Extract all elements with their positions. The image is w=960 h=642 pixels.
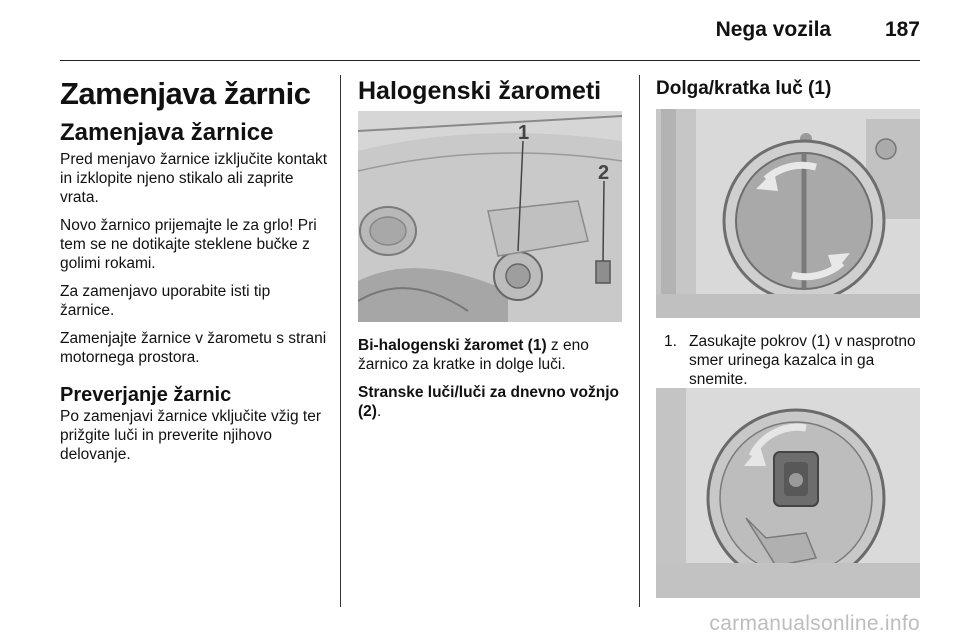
watermark: carmanualsonline.info [709,612,920,635]
legend-item-2-text: . [376,403,382,420]
callout-1: 1 [518,122,530,144]
section-heading: Zamenjava žarnic [60,76,311,111]
column-3 [656,77,924,101]
page-number: 187 [884,18,920,41]
callout-2: 2 [598,162,610,184]
check-heading: Preverjanje žarnic [60,384,232,406]
column-divider-2 [639,75,640,607]
column-1 [60,76,328,473]
check-paragraph: Po zamenjavi žarnice vključite vžig ter prižgite luči in preverite njihovo delovanje. [60,408,322,463]
step-1 [664,332,926,389]
step-1-text: Zasukajte pokrov (1) v nasprotno smer urinega kazalca in ga snemite. [689,333,916,388]
bulb-removal-figure [656,388,920,598]
paragraph: Zamenjajte žarnice v žarometu s strani motornega prostora. [60,330,327,366]
section-title: Nega vozila [715,18,832,41]
legend-item-1-label: Bi-halogenski žaromet (1) [358,337,547,354]
headlamp-figure [358,111,622,322]
cover-illustration [656,109,920,318]
legend-item-2-label: Stranske luči/luči za dnevno vožnjo (2) [358,384,619,420]
page-header [716,18,920,42]
legend-item-2 [358,383,626,421]
column-2 [358,76,626,106]
step-1-number: 1. [664,333,677,350]
high-low-beam-heading: Dolga/kratka luč (1) [656,78,832,99]
subsection-heading: Zamenjava žarnice [60,119,274,146]
cover-figure [656,109,920,318]
legend-item-1-text: z eno žarnico za kratke in dolge luči. [358,337,589,373]
paragraph: Pred menjavo žarnice izključite kontakt in izklopite njeno stikalo ali zaprite vrata. [60,151,328,206]
steps-list [664,332,926,389]
paragraph: Za zamenjavo uporabite isti tip žarnice. [60,283,271,319]
column-divider-1 [340,75,341,607]
headlamp-legend [358,336,626,430]
header-rule [60,60,920,61]
legend-item-1 [358,336,626,374]
bulb-removal-illustration [656,388,920,598]
headlamp-heading: Halogenski žarometi [358,77,602,105]
paragraph: Novo žarnico prijemajte le za grlo! Pri tem se ne dotikajte steklene bučke z golimi rokami. [60,217,317,272]
headlamp-illustration [358,111,622,322]
